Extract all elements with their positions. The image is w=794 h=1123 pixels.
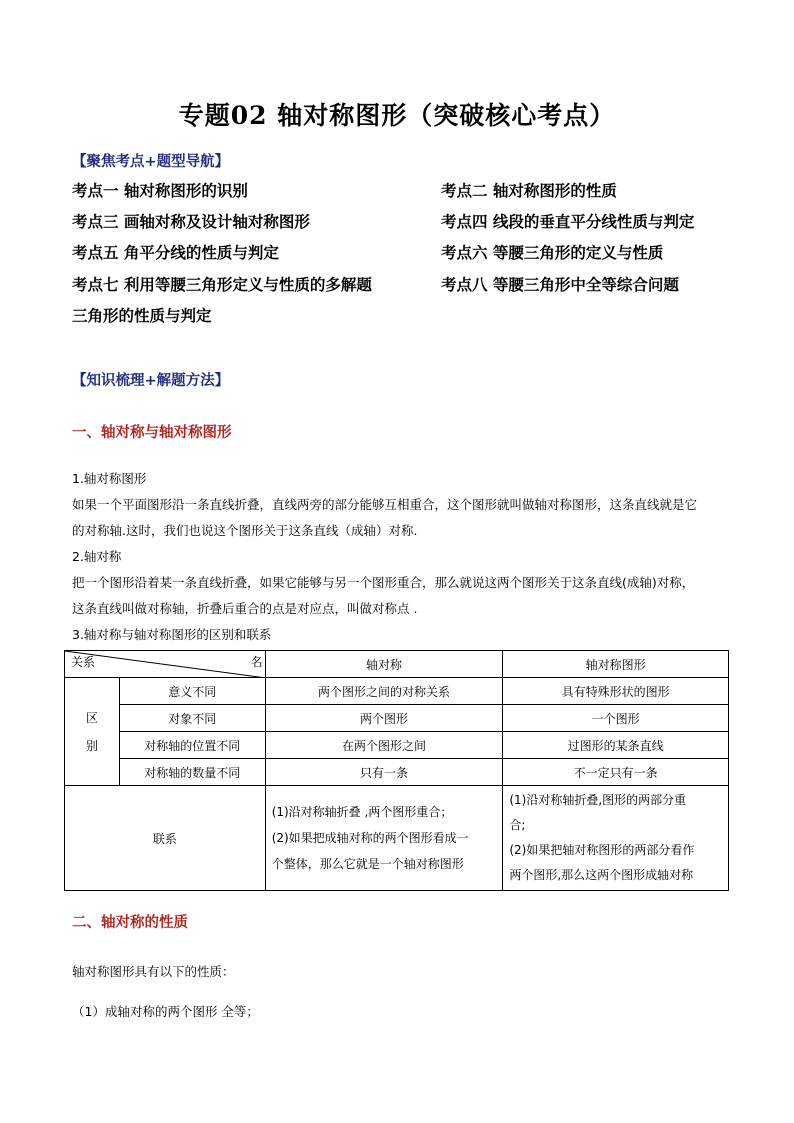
para-1-line-2: 的对称轴.这时，我们也说这个图形关于这条直线（成轴）对称. [72,523,418,538]
row-name: 对称轴的数量不同 [119,759,265,786]
row-cell-a: 两个图形 [265,705,503,732]
kaodian-4: 考点四 线段的垂直平分线性质与判定 [441,213,695,231]
row-name: 对象不同 [119,705,265,732]
link-a-line-2: (2)如果把成轴对称的两个图形看成一 [271,831,469,845]
section-2-heading: 二、轴对称的性质 [72,915,188,931]
section-1-heading: 一、轴对称与轴对称图形 [72,425,232,441]
kaodian-8: 考点八 等腰三角形中全等综合问题 [441,276,679,294]
row-cell-b: 不一定只有一条 [503,759,729,786]
group-label-1: 区 [85,710,98,725]
table-row-link [65,786,729,891]
link-b-line-1: (1)沿对称轴折叠,图形的两部分重 [509,793,687,807]
row-cell-b: 具有特殊形状的图形 [503,678,729,705]
section-2-item-1: （1）成轴对称的两个图形 全等； [72,1004,259,1019]
row-name: 意义不同 [119,678,265,705]
knowledge-heading: 【知识梳理+解题方法】 [72,373,230,389]
corner-label-left: 关系 [71,655,96,669]
link-b-line-4: 两个图形,那么这两个图形成轴对称 [509,868,694,882]
kaodian-2: 考点二 轴对称图形的性质 [441,182,617,200]
para-2-title: 2.轴对称 [72,549,122,564]
row-cell-b: 一个图形 [503,705,729,732]
kaodian-3: 考点三 画轴对称及设计轴对称图形 [72,213,310,231]
group-label-2: 别 [85,738,98,753]
kaodian-7-tail: 三角形的性质与判定 [72,307,212,325]
table-row [65,705,729,732]
para-1-line-1: 如果一个平面图形沿一条直线折叠，直线两旁的部分能够互相重合，这个图形就叫做轴对称图形，这条直线就是它 [72,497,698,512]
table-corner-cell [65,651,266,678]
row-cell-b: 过图形的某条直线 [503,732,729,759]
table-row [65,678,729,705]
row-cell-a: 只有一条 [265,759,503,786]
kaodian-5: 考点五 角平分线的性质与判定 [72,244,279,262]
link-label: 联系 [65,786,266,891]
table-row [65,759,729,786]
para-1-title: 1.轴对称图形 [72,471,147,486]
guide-heading: 【聚焦考点+题型导航】 [72,154,230,170]
section-2-intro: 轴对称图形具有以下的性质： [72,964,235,979]
row-cell-a: 两个图形之间的对称关系 [265,678,503,705]
para-2-line-2: 这条直线叫做对称轴，折叠后重合的点是对应点，叫做对称点 . [72,601,418,616]
diagonal-line [65,651,266,678]
para-2-line-1: 把一个图形沿着某一条直线折叠，如果它能够与另一个图形重合，那么就说这两个图形关于这条直线(成轴)对称， [72,575,695,590]
row-cell-a: 在两个图形之间 [265,732,503,759]
para-3-title: 3.轴对称与轴对称图形的区别和联系 [72,627,272,642]
link-a-line-3: 个整体，那么它就是一个轴对称图形 [271,857,464,871]
link-cell-a [265,786,503,891]
header-col-2: 轴对称图形 [503,651,729,678]
link-a-line-1: (1)沿对称轴折叠 ,两个图形重合； [271,805,453,819]
header-col-1: 轴对称 [265,651,503,678]
link-b-line-3: (2)如果把轴对称图形的两部分看作 [509,843,695,857]
row-name: 对称轴的位置不同 [119,732,265,759]
comparison-table [64,650,729,891]
kaodian-1: 考点一 轴对称图形的识别 [72,182,248,200]
corner-label-right: 名 [250,655,263,669]
kaodian-6: 考点六 等腰三角形的定义与性质 [441,244,664,262]
link-cell-b [503,786,729,891]
link-b-line-2: 合; [509,818,526,832]
group-label-cell [65,678,120,786]
table-row [65,732,729,759]
page-title: 专题02 轴对称图形（突破核心考点） [178,101,616,130]
kaodian-7: 考点七 利用等腰三角形定义与性质的多解题 [72,276,372,294]
